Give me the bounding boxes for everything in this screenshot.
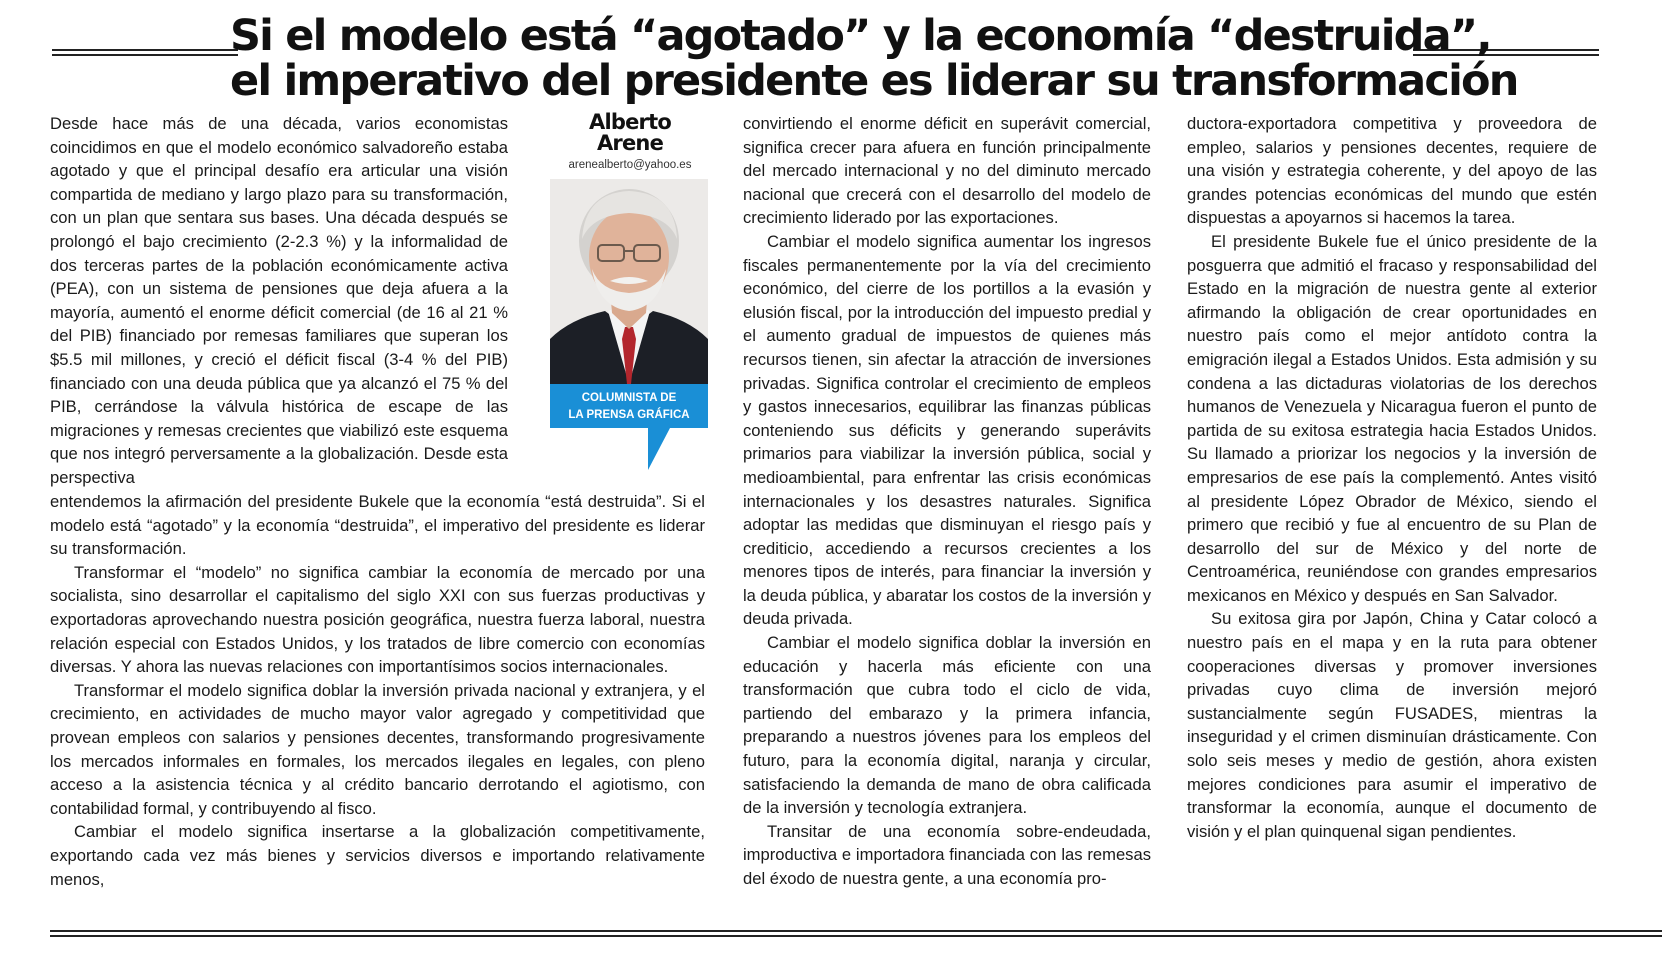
author-box (550, 112, 710, 487)
column-2-paragraph-1: convirtiendo el enorme déficit en superávit comercial, significa crecer para afuera en función principalmente del mercado internacional y no del diminuto mercado nacional que crecerá con el desarrollo del modelo de crecimiento liderado por las exportaciones. (743, 114, 1151, 228)
headline-line-1: Si el modelo está “agotado” y la economía “destruida”, (230, 11, 1491, 61)
headline-rule-left (52, 49, 238, 56)
column-2-paragraph-2: Cambiar el modelo significa aumentar los ingresos fiscales permanentemente por la vía del crecimiento económico, del cierre de los portillos a la evasión y elusión fiscal, por la introducción del impuesto predial y el aumento gradual de impuestos de quienes más recursos tienen, sin afectar la atracción de inversiones privadas. Significa controlar el crecimiento de empleos y gastos innecesarios, equilibrar las finanzas públicas conteniendo sus déficits y generando superávits primarios para viabilizar la inversión pública, social y medioambiental, para enfrentar las crisis económicas internacionales y los desastres naturales. Significa adoptar las medidas que disminuyan el riesgo país y crediticio, accediendo a recursos crecientes a los menores tipos de interés, para financiar la inversión y la deuda pública, y abaratar los costos de la inversión y deuda privada. (743, 231, 1151, 629)
column-2 (743, 112, 1151, 891)
column-3-paragraph-3: Su exitosa gira por Japón, China y Catar colocó a nuestro país en el mapa y en la ruta para obtener cooperaciones diversas y promover inversiones privadas cuyo clima de inversión mejoró sustancialmente según FUSADES, mientras la inseguridad y el crimen disminuían drásticamente. Con solo seis meses y medio de gestión, ahora existen mejores condiciones para asumir el imperativo de transformar la economía, aunque el documento de visión y el plan quinquenal sigan pendientes. (1187, 609, 1597, 841)
column-2-paragraph-4: Transitar de una economía sobre-endeudada, improductiva e importadora financiada con las remesas del éxodo de nuestra gente, a una economía pro- (743, 821, 1151, 888)
column-1-paragraph-1b: entendemos la afirmación del presidente Bukele que la economía “está destruida”. Si el modelo está “agotado” y la economía “destruida”, el imperativo del presidente es liderar su transformación. (50, 492, 705, 559)
column-1-paragraph-3: Transformar el modelo significa doblar la inversión privada nacional y extranjera, y el crecimiento, en actividades de mucho mayor valor agregado y competitividad que provean empleos con salarios y pensiones decentes, transformando progresivamente los mercados informales en formales, los mercados ilegales en legales, con pleno acceso a la asistencia técnica y al crédito bancario derrotando el agiotismo, con contabilidad formal, y contribuyendo al fisco. (50, 680, 705, 818)
author-portrait-image (550, 179, 708, 384)
column-3 (1187, 112, 1597, 843)
column-2-paragraph-3: Cambiar el modelo significa doblar la inversión en educación y hacerla más eficiente con una transformación que cubra todo el ciclo de vida, partiendo del embarazo y la primera infancia, preparando a nuestros jóvenes para los empleos del futuro, para la economía digital, naranja y circular, satisfaciendo la demanda de mano de obra calificada de la inversión y tecnología extranjera. (743, 633, 1151, 818)
bottom-rule (50, 930, 1662, 937)
author-photo (550, 179, 708, 384)
column-3-paragraph-1: ductora-exportadora competitiva y proveedora de empleo, salarios y pensiones decentes, requiere de una visión y estrategia coherente, y del apoyo de las grandes potencias económicas del mundo que estén dispuestas a apoyarnos si hacemos la tarea. (1187, 114, 1597, 228)
columnist-badge (550, 384, 710, 474)
badge-line-2: LA PRENSA GRÁFICA (568, 409, 690, 421)
badge-line-1: COLUMNISTA DE (581, 392, 677, 404)
column-1-paragraph-2: Transformar el “modelo” no significa cambiar la economía de mercado por una socialista, sino desarrollar el capitalismo del siglo XXI con sus fuerzas productivas y exportadoras aprovechando nuestra posición geográfica, nuestra fuerza laboral, nuestra relación especial con Estados Unidos, y los tratados de libre comercio con economías diversas. Y ahora las nuevas relaciones con importantísimos socios internacionales. (50, 562, 705, 677)
column-1-wide (50, 490, 705, 891)
author-name (550, 112, 710, 154)
column-1-paragraph-4: Cambiar el modelo significa insertarse a la globalización competitivamente, exportando cada vez más bienes y servicios diversos e importando relativamente menos, (50, 822, 705, 889)
headline-line-2: el imperativo del presidente es liderar su transformación (230, 56, 1518, 106)
badge-text (550, 390, 708, 424)
column-1-narrow (50, 112, 508, 490)
column-1-paragraph-1a: Desde hace más de una década, varios economistas coincidimos en que el modelo económico salvadoreño estaba agotado y que el principal desafío era articular una visión compartida de mediano y largo plazo para su transformación, con un plan que sentara sus bases. Una década después se prolongó el bajo crecimiento (2-2.3 %) y la informalidad de dos terceras partes de la población económicamente activa (PEA), con un sistema de pensiones que deja afuera a la mayoría, aumentó el enorme déficit comercial (de 16 al 21 % del PIB) financiado por remesas familiares que superan los $5.5 mil millones, y creció el déficit fiscal (3-4 % del PIB) financiado con una deuda pública que ya alcanzó el 75 % del PIB, cerrándose la válvula histórica de escape de las migraciones y remesas crecientes que viabilizó este esquema que nos integró perversamente a la globalización. Desde esta perspectiva (50, 114, 508, 487)
column-3-paragraph-2: El presidente Bukele fue el único presidente de la posguerra que admitió el fracaso y responsabilidad del Estado en la migración de nuestra gente al exterior afirmando la obligación de crear oportunidades en nuestro país como el mejor antídoto contra la emigración ilegal a Estados Unidos. Esta admisión y su condena a las dictaduras violatorias de los derechos humanos de Venezuela y Nicaragua fueron el punto de partida de su exitosa estrategia hacia Estados Unidos. Su llamado a priorizar los negocios y la inversión de empresarios de ese país la complementó. Antes visitó al presidente López Obrador de México, siendo el primero que recibió y fue al encuentro de su Plan de desarrollo del sur de México y del norte de Centroamérica, reuniéndose con grandes empresarios mexicanos en México y después en San Salvador. (1187, 231, 1597, 605)
author-email: arenealberto@yahoo.es (568, 159, 692, 171)
author-last-name: Arene (596, 131, 664, 155)
author-first-name: Alberto (589, 110, 671, 134)
headline (230, 11, 1518, 106)
